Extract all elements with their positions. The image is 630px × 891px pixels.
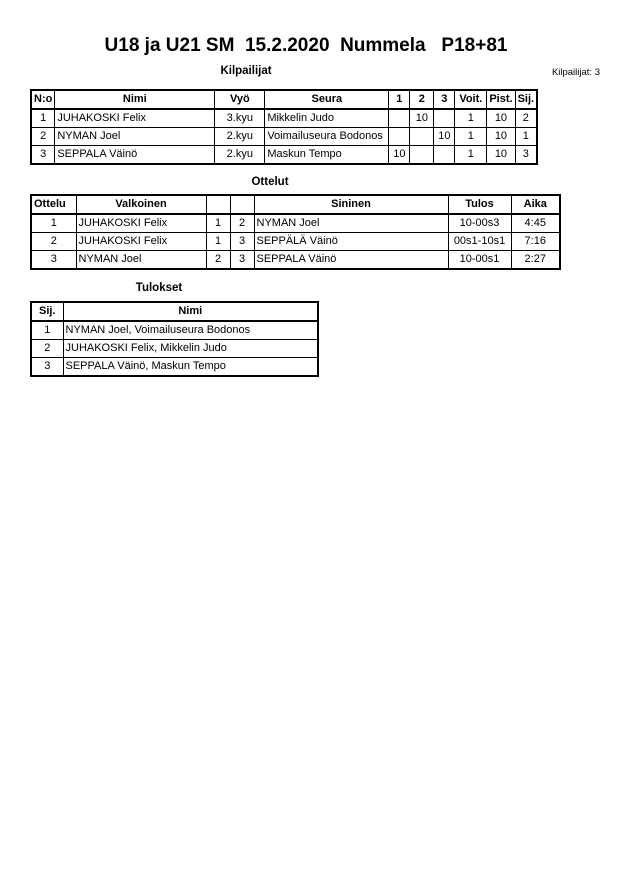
cell-seura: Maskun Tempo [265, 146, 389, 165]
header-round-2: 2 [410, 90, 434, 109]
header-no: N:o [31, 90, 55, 109]
table-row [31, 321, 318, 340]
cell-nimi: NYMAN Joel [55, 128, 215, 146]
header-voit: Voit. [455, 90, 487, 109]
header-blue-number [230, 195, 254, 214]
table-row [31, 233, 560, 251]
header-nimi: Nimi [63, 302, 318, 321]
cell-no: 1 [31, 109, 55, 128]
cell-sij: 3 [31, 358, 63, 377]
table-row [31, 109, 537, 128]
cell-sij: 1 [515, 128, 537, 146]
header-round-1: 1 [389, 90, 410, 109]
cell-round-1 [389, 109, 410, 128]
cell-blue-number: 2 [230, 214, 254, 233]
table-row [31, 146, 537, 165]
cell-pist: 10 [487, 146, 515, 165]
kilpailijat-header-row [31, 90, 537, 109]
cell-round-2 [410, 146, 434, 165]
cell-pist: 10 [487, 109, 515, 128]
cell-ottelu: 3 [31, 251, 76, 270]
cell-round-2: 10 [410, 109, 434, 128]
cell-seura: Voimailuseura Bodonos [265, 128, 389, 146]
cell-white-number: 1 [206, 214, 230, 233]
header-sininen: Sininen [254, 195, 448, 214]
cell-round-3: 10 [434, 128, 455, 146]
cell-round-1 [389, 128, 410, 146]
cell-pist: 10 [487, 128, 515, 146]
table-row [31, 128, 537, 146]
cell-round-3 [434, 146, 455, 165]
header-ottelu: Ottelu [31, 195, 76, 214]
cell-white-number: 2 [206, 251, 230, 270]
header-nimi: Nimi [55, 90, 215, 109]
kilpailijat-table [30, 89, 538, 165]
cell-tulos: 00s1-10s1 [448, 233, 511, 251]
cell-sij: 3 [515, 146, 537, 165]
cell-nimi: SEPPALA Väinö [55, 146, 215, 165]
cell-aika: 2:27 [511, 251, 560, 270]
header-round-3: 3 [434, 90, 455, 109]
cell-voit: 1 [455, 146, 487, 165]
header-seura: Seura [265, 90, 389, 109]
header-sij: Sij. [515, 90, 537, 109]
cell-nimi: JUHAKOSKI Felix, Mikkelin Judo [63, 340, 318, 358]
cell-valkoinen: JUHAKOSKI Felix [76, 233, 206, 251]
cell-seura: Mikkelin Judo [265, 109, 389, 128]
cell-vyo: 3.kyu [215, 109, 265, 128]
tulokset-table [30, 301, 319, 377]
page-title: U18 ja U21 SM 15.2.2020 Nummela P18+81 [104, 35, 508, 56]
cell-sininen: SEPPALA Väinö [254, 251, 448, 270]
cell-ottelu: 1 [31, 214, 76, 233]
cell-blue-number: 3 [230, 233, 254, 251]
cell-round-2 [410, 128, 434, 146]
cell-voit: 1 [455, 128, 487, 146]
ottelut-header-row [31, 195, 560, 214]
cell-nimi: NYMAN Joel, Voimailuseura Bodonos [63, 321, 318, 340]
table-row [31, 340, 318, 358]
header-vyo: Vyö [215, 90, 265, 109]
cell-sij: 1 [31, 321, 63, 340]
cell-vyo: 2.kyu [215, 128, 265, 146]
cell-ottelu: 2 [31, 233, 76, 251]
tulokset-heading: Tulokset [135, 282, 183, 294]
cell-nimi: JUHAKOSKI Felix [55, 109, 215, 128]
cell-blue-number: 3 [230, 251, 254, 270]
ottelut-table [30, 194, 561, 270]
header-pist: Pist. [487, 90, 515, 109]
cell-tulos: 10-00s1 [448, 251, 511, 270]
cell-aika: 4:45 [511, 214, 560, 233]
cell-sininen: SEPPÄLÄ Väinö [254, 233, 448, 251]
cell-sininen: NYMAN Joel [254, 214, 448, 233]
header-sij: Sij. [31, 302, 63, 321]
cell-sij: 2 [31, 340, 63, 358]
cell-vyo: 2.kyu [215, 146, 265, 165]
table-row [31, 251, 560, 270]
header-aika: Aika [511, 195, 560, 214]
competitors-count: Kilpailijat: 3 [551, 67, 600, 78]
cell-valkoinen: JUHAKOSKI Felix [76, 214, 206, 233]
tulokset-header-row [31, 302, 318, 321]
cell-sij: 2 [515, 109, 537, 128]
kilpailijat-heading: Kilpailijat [220, 65, 272, 77]
cell-round-3 [434, 109, 455, 128]
header-valkoinen: Valkoinen [76, 195, 206, 214]
cell-aika: 7:16 [511, 233, 560, 251]
table-row [31, 214, 560, 233]
cell-round-1: 10 [389, 146, 410, 165]
cell-nimi: SEPPALA Väinö, Maskun Tempo [63, 358, 318, 377]
cell-white-number: 1 [206, 233, 230, 251]
cell-no: 2 [31, 128, 55, 146]
cell-voit: 1 [455, 109, 487, 128]
header-white-number [206, 195, 230, 214]
ottelut-heading: Ottelut [251, 176, 289, 188]
cell-tulos: 10-00s3 [448, 214, 511, 233]
table-row [31, 358, 318, 377]
cell-valkoinen: NYMAN Joel [76, 251, 206, 270]
cell-no: 3 [31, 146, 55, 165]
header-tulos: Tulos [448, 195, 511, 214]
